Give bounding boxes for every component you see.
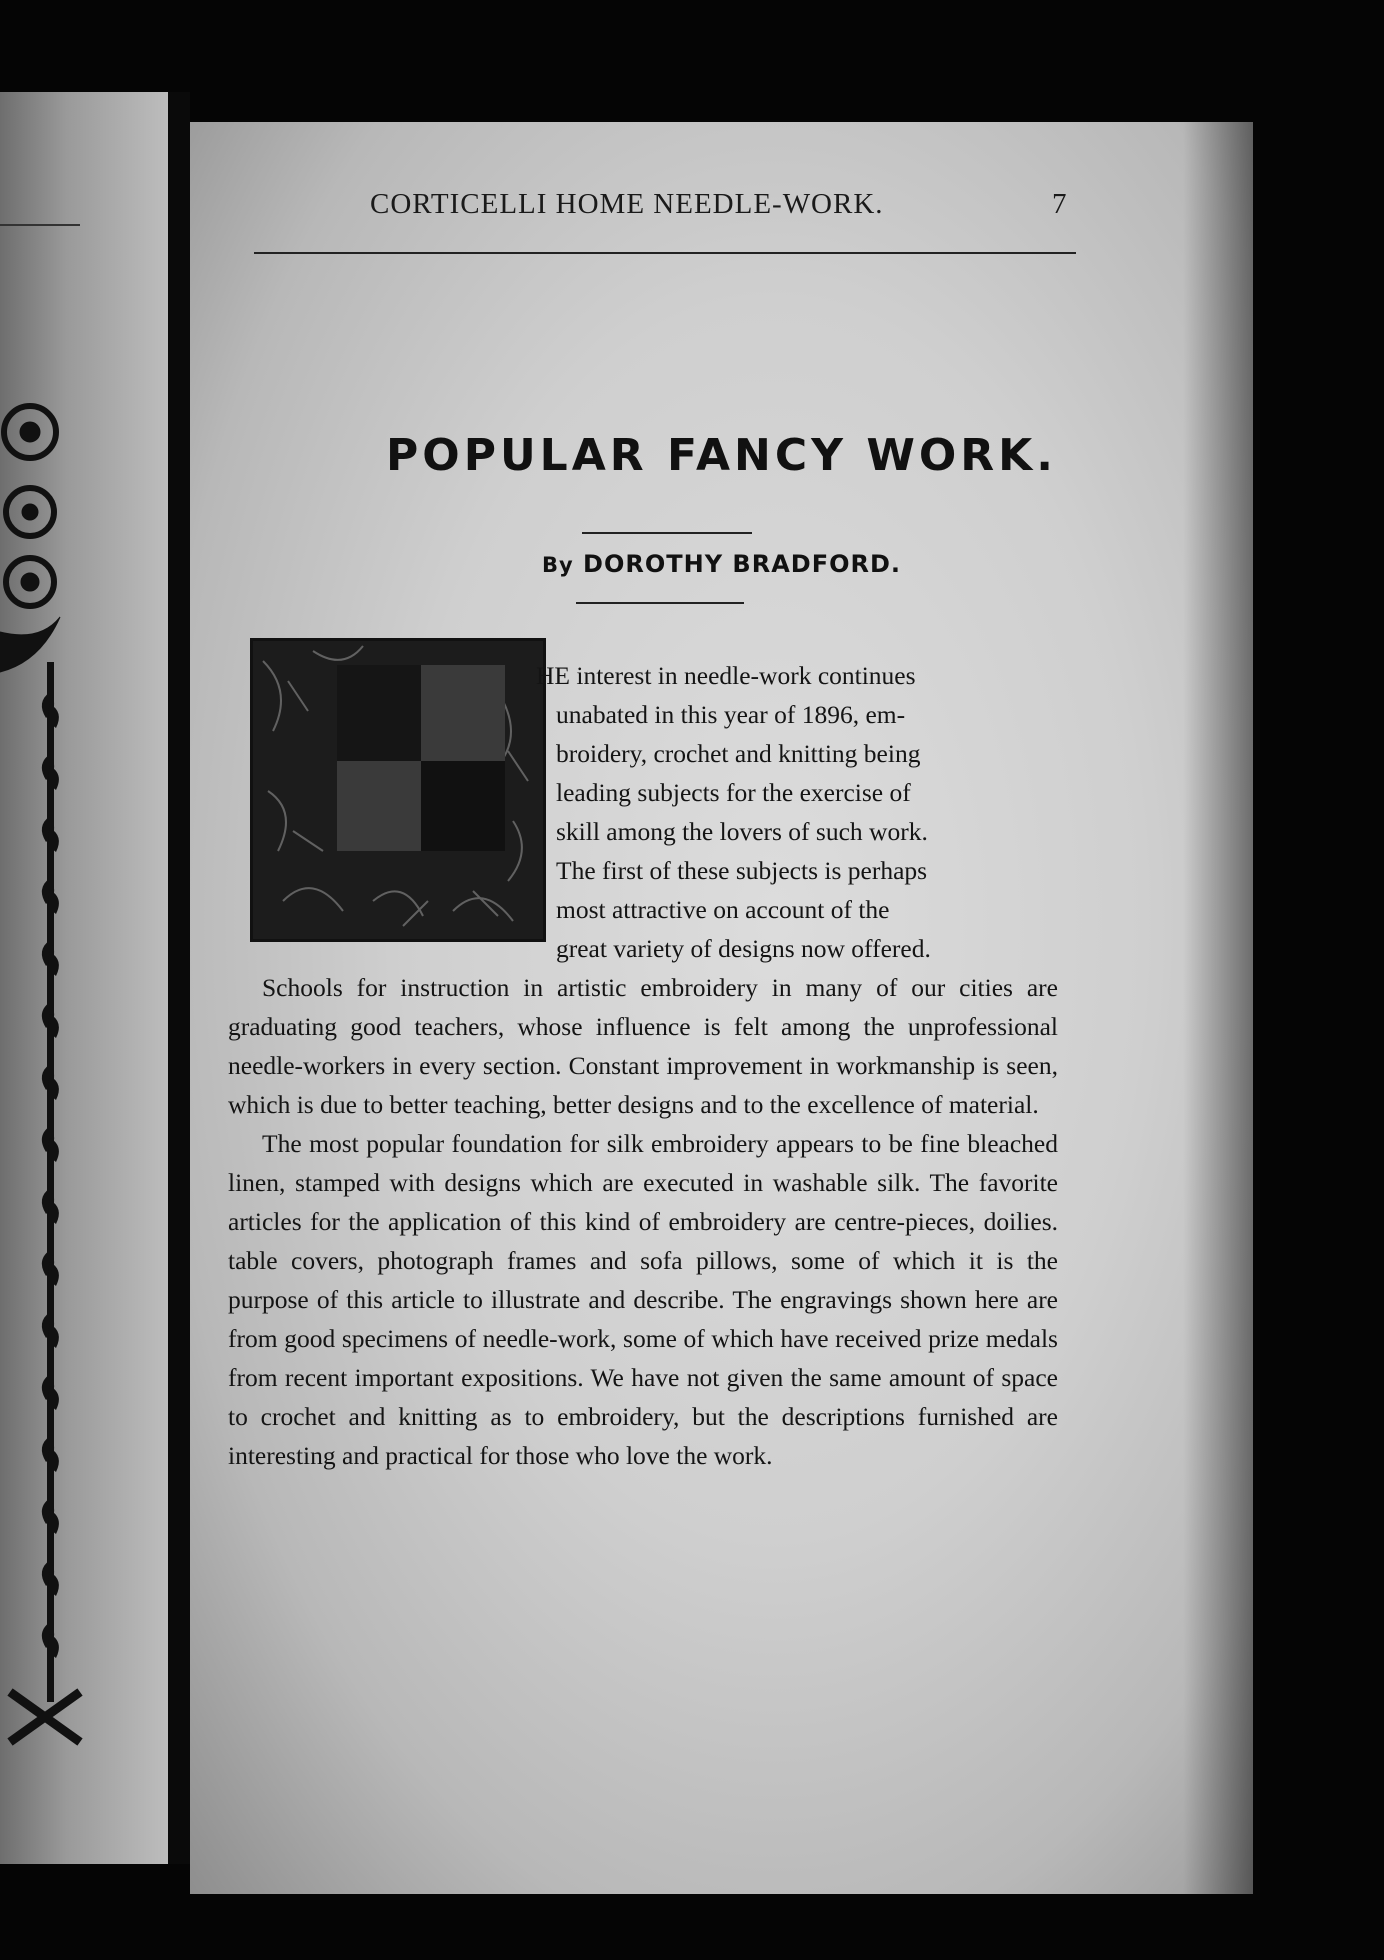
paragraph-1-line: great variety of designs now offered. <box>556 934 931 963</box>
page-shadow <box>1183 122 1253 1894</box>
byline-prefix: By <box>541 553 574 577</box>
floral-vine-border-icon <box>0 402 90 1762</box>
previous-page-rule <box>0 224 80 226</box>
book-page <box>190 122 1253 1894</box>
paragraph-1-line: HE interest in needle-work continues <box>536 661 916 690</box>
paragraph-1-line: unabated in this year of 1896, em- <box>556 700 906 729</box>
paragraph-1-continued: Schools for instruction in artistic embroidery in many of our cities are graduating good teachers, whose influence is felt among the unprofessional needle-workers in every section. Constant improvement in workmanship is seen, which is due to better teaching, better designs and to the excellence of material. <box>228 973 1058 1119</box>
book-gutter <box>168 92 190 1864</box>
paragraph-1-line: The first of these subjects is perhaps <box>556 856 928 885</box>
byline-author: DOROTHY BRADFORD. <box>583 550 902 578</box>
paragraph-1-line: broidery, crochet and knitting being <box>556 739 921 768</box>
article-body <box>228 656 1058 1475</box>
byline <box>190 550 1253 578</box>
title-rule-upper <box>582 532 752 534</box>
paragraph-2: The most popular foundation for silk embroidery appears to be fine bleached linen, stamped with designs which are executed in washable silk. The favorite articles for the application of this kind of embroidery are centre-pieces, doilies. table covers, photograph frames and sofa pillows, some of which it is the purpose of this article to illustrate and describe. The engravings shown here are from good specimens of needle-work, some of which have received prize medals from recent important expositions. We have not given the same amount of space to crochet and knitting as to embroidery, but the descriptions furnished are interesting and practical for those who love the work. <box>228 1129 1058 1470</box>
running-head-title: CORTICELLI HOME NEEDLE-WORK. <box>370 188 884 220</box>
running-head-rule <box>254 252 1076 254</box>
paragraph-1-line: most attractive on account of the <box>556 895 890 924</box>
paragraph-1-line: leading subjects for the exercise of <box>556 778 911 807</box>
paragraph-1-line: skill among the lovers of such work. <box>556 817 928 846</box>
previous-page-edge <box>0 92 168 1864</box>
page-number: 7 <box>1052 188 1068 220</box>
article-title: POPULAR FANCY WORK. <box>386 430 1057 481</box>
title-rule-lower <box>576 602 744 604</box>
running-head <box>370 188 1170 228</box>
paragraph-1-wrap <box>228 656 1058 968</box>
